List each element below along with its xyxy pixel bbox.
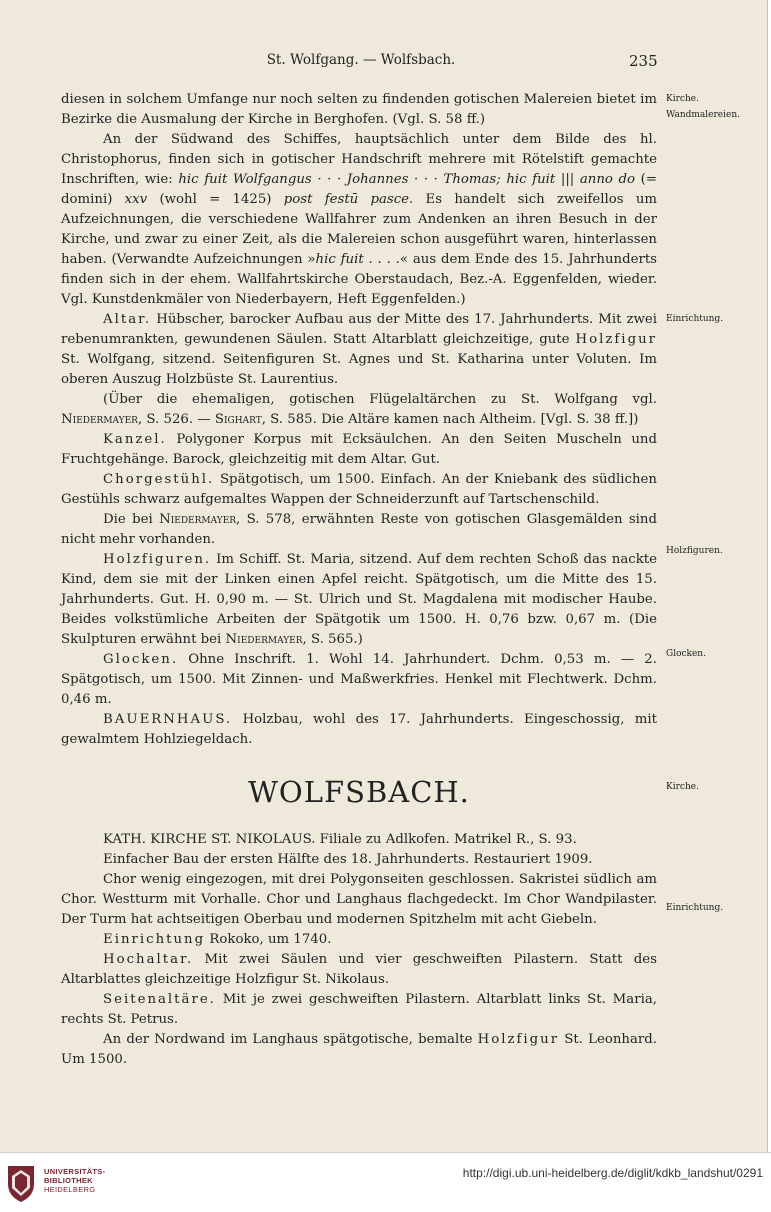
paragraph: Chor wenig eingezogen, mit drei Polygonseiten geschlossen. Sakristei südlich am Chor. Westturm mit Vorhalle. Chor und Langhaus flachgedeckt. Im Chor Wandpilaster. Der Turm hat achtseitigen Oberbau und modernen Spitzhelm mit acht Giebeln. xyxy=(61,872,657,927)
paragraph: Die bei Niedermayer, S. 578, erwähnten Reste von gotischen Glasgemälden sind nicht mehr vorhanden. xyxy=(61,512,658,547)
paragraph-kanzel: Kanzel. Polygoner Korpus mit Ecksäulchen. An den Seiten Muscheln und Fruchtgehänge. Barock, gleichzeitig mit dem Altar. Gut. xyxy=(61,432,657,467)
university-seal-icon xyxy=(6,1162,36,1204)
margin-note-einrichtung: Einrichtung. xyxy=(666,314,724,324)
section-title: WOLFSBACH. xyxy=(248,775,470,809)
margin-note-holzfiguren: Holzfiguren. xyxy=(666,546,723,556)
paragraph: An der Südwand des Schiffes, hauptsächlich unter dem Bilde des hl. Christophorus, finden sich in gotischer Handschrift mehrere mit Rötelstift gemachte Inschriften, wie: hic fuit Wolfgangus · · · Johannes · · · Thomas; hic fuit ||| anno do (= domini) xxv (wohl = 1425) post festū pasce. Es handelt sich zweifellos um Aufzeichnungen, die verschiedene Wallfahrer zum Andenken an ihren Besuch in der Kirche, und zwar zu einer Zeit, als die Malereien schon ausgeführt waren, hinterlassen haben. (Verwandte Aufzeichnungen »hic fuit . . . .« aus dem Ende des 15. Jahrhunderts finden sich in der ehem. Wallfahrtskirche Oberstaudach, Bez.-A. Eggenfelden, wieder. Vgl. Kunstdenkmäler von Niederbayern, Heft Eggenfelden.) xyxy=(61,132,658,307)
body-text xyxy=(61,90,657,1070)
margin-note-kirche-wolfsbach: Kirche. xyxy=(666,782,699,792)
paragraph-bauernhaus: BAUERNHAUS. Holzbau, wohl des 17. Jahrhunderts. Eingeschossig, mit gewalmtem Hohlziegeldach. xyxy=(61,712,657,747)
paragraph-altar: Altar. Hübscher, barocker Aufbau aus der Mitte des 17. Jahrhunderts. Mit zwei rebenumrankten, gewundenen Säulen. Statt Altarblatt gleichzeitige, gute Holzfigur St. Wolfgang, sitzend. Seitenfiguren St. Agnes und St. Katharina unter Voluten. Im oberen Auszug Holzbüste St. Laurentius. xyxy=(61,312,657,387)
paragraph-glocken: Glocken. Ohne Inschrift. 1. Wohl 14. Jahrhundert. Dchm. 0,53 m. — 2. Spätgotisch, um 1500. Mit Zinnen- und Maßwerkfries. Henkel mit Flechtwerk. Dchm. 0,46 m. xyxy=(61,652,657,707)
page-number: 235 xyxy=(629,52,658,70)
footer-bar xyxy=(0,1152,771,1212)
paragraph-hochaltar: Hochaltar. Mit zwei Säulen und vier geschweiften Pilastern. Statt des Altarblattes gleichzeitige Holzfigur St. Nikolaus. xyxy=(61,952,657,987)
paragraph: Einfacher Bau der ersten Hälfte des 18. Jahrhunderts. Restauriert 1909. xyxy=(103,852,593,867)
paragraph-seitenaltaere: Seitenaltäre. Mit je zwei geschweiften Pilastern. Altarblatt links St. Maria, rechts St. Petrus. xyxy=(61,992,657,1027)
library-logo-text: UNIVERSITÄTS- BIBLIOTHEK HEIDELBERG xyxy=(44,1167,106,1194)
source-url[interactable]: http://digi.ub.uni-heidelberg.de/diglit/kdkb_landshut/0291 xyxy=(462,1166,763,1180)
paragraph-kirche-nikolaus: KATH. KIRCHE ST. NIKOLAUS. Filiale zu Adlkofen. Matrikel R., S. 93. xyxy=(103,832,577,847)
paragraph: (Über die ehemaligen, gotischen Flügelaltärchen zu St. Wolfgang vgl. Niedermayer, S. 526. — Sighart, S. 585. Die Altäre kamen nach Altheim. [Vgl. S. 38 ff.]) xyxy=(61,392,657,427)
paragraph-holzfiguren: Holzfiguren. Im Schiff. St. Maria, sitzend. Auf dem rechten Schoß das nackte Kind, dem sie mit der Linken einen Apfel reicht. Spätgotisch, um die Mitte des 15. Jahrhunderts. Gut. H. 0,90 m. — St. Ulrich und St. Magdalena mit modischer Haube. Beides volkstümliche Arbeiten der Spätgotik um 1500. H. 0,76 bzw. 0,67 m. (Die Skulpturen erwähnt bei Niedermayer, S. 565.) xyxy=(61,552,657,647)
paragraph-einrichtung: Einrichtung Rokoko, um 1740. xyxy=(103,932,332,947)
running-title: St. Wolfgang. — Wolfsbach. xyxy=(266,52,456,68)
margin-note-kirche: Kirche. xyxy=(666,94,699,104)
margin-note-wandmalereien: Wandmalereien. xyxy=(666,110,740,120)
margin-note-einrichtung-wolfsbach: Einrichtung. xyxy=(666,903,724,913)
margin-note-glocken: Glocken. xyxy=(666,649,706,659)
paragraph: diesen in solchem Umfange nur noch selten zu findenden gotischen Malereien bietet im Bezirke die Ausmalung der Kirche in Berghofen. (Vgl. S. 58 ff.) xyxy=(61,92,657,127)
paragraph: An der Nordwand im Langhaus spätgotische, bemalte Holzfigur St. Leonhard. Um 1500. xyxy=(61,1032,658,1067)
paragraph-chorgestuehl: Chorgestühl. Spätgotisch, um 1500. Einfach. An der Kniebank des südlichen Gestühls schwarz aufgemaltes Wappen der Schneiderzunft auf Tartschenschild. xyxy=(61,472,657,507)
